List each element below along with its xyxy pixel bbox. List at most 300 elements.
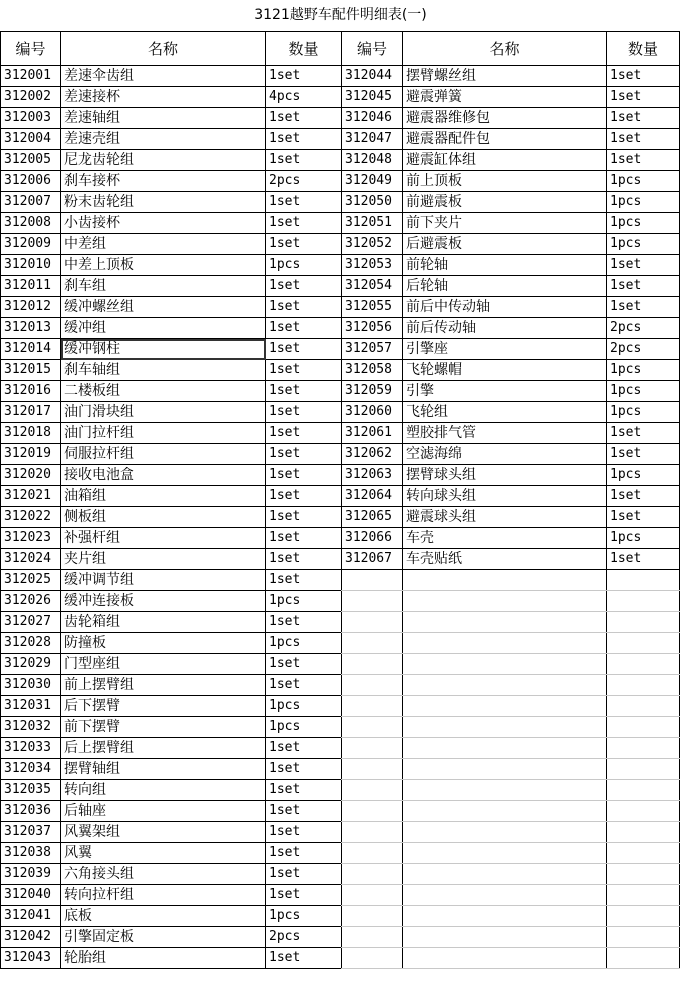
part-code-cell[interactable]: 312048 [342, 150, 403, 171]
part-qty-cell[interactable]: 1set [266, 402, 342, 423]
part-qty-cell[interactable]: 1set [607, 486, 680, 507]
part-name-cell[interactable]: 空滤海绵 [403, 444, 607, 465]
part-code-cell[interactable]: 312020 [1, 465, 61, 486]
part-qty-cell[interactable] [607, 843, 680, 864]
part-code-cell[interactable]: 312065 [342, 507, 403, 528]
part-name-cell[interactable]: 差速壳组 [61, 129, 266, 150]
part-name-cell[interactable]: 缓冲螺丝组 [61, 297, 266, 318]
part-qty-cell[interactable]: 1pcs [607, 192, 680, 213]
part-qty-cell[interactable]: 1set [607, 276, 680, 297]
header-qty[interactable]: 数量 [607, 32, 680, 66]
part-code-cell[interactable]: 312019 [1, 444, 61, 465]
part-code-cell[interactable]: 312015 [1, 360, 61, 381]
part-name-cell[interactable]: 飞轮组 [403, 402, 607, 423]
part-qty-cell[interactable]: 1set [607, 129, 680, 150]
part-code-cell[interactable]: 312064 [342, 486, 403, 507]
part-qty-cell[interactable]: 1set [266, 759, 342, 780]
part-name-cell[interactable]: 风翼架组 [61, 822, 266, 843]
part-qty-cell[interactable]: 1set [266, 612, 342, 633]
part-name-cell[interactable]: 车壳 [403, 528, 607, 549]
part-qty-cell[interactable]: 1pcs [266, 696, 342, 717]
part-name-cell[interactable]: 摆臂轴组 [61, 759, 266, 780]
part-qty-cell[interactable]: 1set [266, 360, 342, 381]
part-code-cell[interactable]: 312055 [342, 297, 403, 318]
table-row [1, 381, 342, 402]
table-row [342, 465, 680, 486]
empty-row [342, 591, 680, 612]
part-code-cell[interactable]: 312038 [1, 843, 61, 864]
part-qty-cell[interactable]: 1set [607, 150, 680, 171]
part-code-cell[interactable]: 312013 [1, 318, 61, 339]
part-name-cell[interactable] [403, 843, 607, 864]
part-qty-cell[interactable]: 1set [607, 87, 680, 108]
part-qty-cell[interactable]: 1set [607, 297, 680, 318]
part-name-cell[interactable]: 风翼 [61, 843, 266, 864]
part-name-cell[interactable] [403, 612, 607, 633]
part-qty-cell[interactable] [607, 570, 680, 591]
part-name-cell[interactable]: 底板 [61, 906, 266, 927]
part-code-cell[interactable]: 312045 [342, 87, 403, 108]
part-qty-cell[interactable]: 1pcs [266, 255, 342, 276]
part-code-cell[interactable]: 312025 [1, 570, 61, 591]
part-qty-cell[interactable] [607, 696, 680, 717]
part-code-cell[interactable]: 312056 [342, 318, 403, 339]
part-code-cell[interactable] [342, 906, 403, 927]
part-name-cell[interactable] [403, 927, 607, 948]
header-row [1, 32, 342, 66]
part-qty-cell[interactable]: 1set [607, 549, 680, 570]
part-qty-cell[interactable]: 1pcs [266, 591, 342, 612]
part-qty-cell[interactable]: 1set [266, 822, 342, 843]
part-code-cell[interactable] [342, 843, 403, 864]
header-code[interactable]: 编号 [342, 32, 403, 66]
table-row [342, 87, 680, 108]
part-code-cell[interactable]: 312049 [342, 171, 403, 192]
part-name-cell[interactable]: 伺服拉杆组 [61, 444, 266, 465]
part-name-cell[interactable] [403, 696, 607, 717]
part-code-cell[interactable]: 312063 [342, 465, 403, 486]
empty-row [342, 654, 680, 675]
part-code-cell[interactable] [342, 885, 403, 906]
part-code-cell[interactable]: 312009 [1, 234, 61, 255]
part-qty-cell[interactable]: 1set [266, 486, 342, 507]
part-code-cell[interactable] [342, 654, 403, 675]
part-name-cell[interactable]: 缓冲连接板 [61, 591, 266, 612]
part-qty-cell[interactable]: 1pcs [266, 717, 342, 738]
part-qty-cell[interactable]: 1pcs [607, 402, 680, 423]
part-code-cell[interactable]: 312004 [1, 129, 61, 150]
part-code-cell[interactable]: 312061 [342, 423, 403, 444]
part-code-cell[interactable] [342, 801, 403, 822]
part-qty-cell[interactable] [607, 759, 680, 780]
part-name-cell[interactable] [403, 822, 607, 843]
part-name-cell[interactable]: 前上顶板 [403, 171, 607, 192]
part-code-cell[interactable]: 312006 [1, 171, 61, 192]
part-code-cell[interactable]: 312030 [1, 675, 61, 696]
part-qty-cell[interactable]: 1set [607, 423, 680, 444]
table-row [1, 87, 342, 108]
part-name-cell[interactable]: 缓冲组 [61, 318, 266, 339]
part-qty-cell[interactable]: 1set [266, 276, 342, 297]
table-row [1, 885, 342, 906]
part-code-cell[interactable]: 312022 [1, 507, 61, 528]
part-name-cell[interactable]: 前后中传动轴 [403, 297, 607, 318]
part-qty-cell[interactable] [607, 948, 680, 969]
part-code-cell[interactable]: 312036 [1, 801, 61, 822]
part-qty-cell[interactable]: 1set [266, 66, 342, 87]
part-code-cell[interactable] [342, 591, 403, 612]
part-name-cell[interactable]: 飞轮螺帽 [403, 360, 607, 381]
part-qty-cell[interactable]: 1pcs [607, 360, 680, 381]
table-row [1, 402, 342, 423]
part-name-cell[interactable] [403, 675, 607, 696]
part-qty-cell[interactable] [607, 591, 680, 612]
part-code-cell[interactable]: 312008 [1, 213, 61, 234]
table-row [1, 108, 342, 129]
part-qty-cell[interactable]: 1set [266, 654, 342, 675]
part-qty-cell[interactable] [607, 612, 680, 633]
part-qty-cell[interactable]: 1set [266, 444, 342, 465]
part-name-cell[interactable]: 转向球头组 [403, 486, 607, 507]
table-row [1, 297, 342, 318]
part-name-cell[interactable]: 车壳贴纸 [403, 549, 607, 570]
part-name-cell[interactable]: 引擎 [403, 381, 607, 402]
part-name-cell[interactable]: 前避震板 [403, 192, 607, 213]
part-code-cell[interactable]: 312050 [342, 192, 403, 213]
part-name-cell[interactable] [403, 780, 607, 801]
part-code-cell[interactable] [342, 759, 403, 780]
part-qty-cell[interactable]: 1set [266, 318, 342, 339]
part-qty-cell[interactable]: 1set [266, 507, 342, 528]
part-code-cell[interactable]: 312001 [1, 66, 61, 87]
table-row [342, 507, 680, 528]
part-qty-cell[interactable]: 1set [266, 675, 342, 696]
part-qty-cell[interactable] [607, 906, 680, 927]
part-name-cell[interactable]: 侧板组 [61, 507, 266, 528]
part-name-cell[interactable]: 缓冲调节组 [61, 570, 266, 591]
table-row [1, 150, 342, 171]
part-qty-cell[interactable]: 1pcs [607, 213, 680, 234]
part-qty-cell[interactable]: 1set [266, 528, 342, 549]
table-row [1, 192, 342, 213]
part-code-cell[interactable]: 312028 [1, 633, 61, 654]
header-qty[interactable]: 数量 [266, 32, 342, 66]
part-code-cell[interactable]: 312066 [342, 528, 403, 549]
part-name-cell[interactable] [403, 591, 607, 612]
part-qty-cell[interactable] [607, 675, 680, 696]
part-name-cell[interactable] [403, 906, 607, 927]
part-code-cell[interactable] [342, 780, 403, 801]
part-name-cell[interactable]: 油门滑块组 [61, 402, 266, 423]
part-name-cell[interactable] [403, 633, 607, 654]
part-name-cell[interactable]: 油门拉杆组 [61, 423, 266, 444]
part-code-cell[interactable]: 312058 [342, 360, 403, 381]
part-code-cell[interactable]: 312052 [342, 234, 403, 255]
table-row [1, 507, 342, 528]
part-name-cell[interactable]: 摆臂螺丝组 [403, 66, 607, 87]
part-qty-cell[interactable]: 1set [266, 738, 342, 759]
part-qty-cell[interactable]: 1pcs [607, 465, 680, 486]
part-code-cell[interactable]: 312044 [342, 66, 403, 87]
part-code-cell[interactable]: 312017 [1, 402, 61, 423]
part-name-cell[interactable]: 后下摆臂 [61, 696, 266, 717]
part-name-cell[interactable]: 粉末齿轮组 [61, 192, 266, 213]
part-code-cell[interactable]: 312002 [1, 87, 61, 108]
part-code-cell[interactable]: 312024 [1, 549, 61, 570]
part-qty-cell[interactable] [607, 822, 680, 843]
part-name-cell[interactable]: 门型座组 [61, 654, 266, 675]
part-code-cell[interactable]: 312018 [1, 423, 61, 444]
part-code-cell[interactable]: 312031 [1, 696, 61, 717]
table-row [342, 192, 680, 213]
part-qty-cell[interactable]: 1pcs [607, 171, 680, 192]
part-code-cell[interactable] [342, 696, 403, 717]
table-row [1, 528, 342, 549]
table-row [342, 549, 680, 570]
header-name[interactable]: 名称 [61, 32, 266, 66]
part-code-cell[interactable]: 312054 [342, 276, 403, 297]
part-name-cell[interactable]: 摆臂球头组 [403, 465, 607, 486]
part-code-cell[interactable]: 312057 [342, 339, 403, 360]
table-row [1, 654, 342, 675]
part-name-cell[interactable]: 避震球头组 [403, 507, 607, 528]
part-code-cell[interactable]: 312014 [1, 339, 61, 360]
part-name-cell[interactable]: 小齿接杯 [61, 213, 266, 234]
table-row [342, 108, 680, 129]
part-name-cell[interactable]: 中差组 [61, 234, 266, 255]
part-name-cell[interactable]: 避震缸体组 [403, 150, 607, 171]
part-code-cell[interactable]: 312041 [1, 906, 61, 927]
empty-row [342, 885, 680, 906]
part-code-cell[interactable]: 312046 [342, 108, 403, 129]
part-qty-cell[interactable] [607, 654, 680, 675]
empty-row [342, 570, 680, 591]
part-code-cell[interactable]: 312051 [342, 213, 403, 234]
part-code-cell[interactable] [342, 717, 403, 738]
part-code-cell[interactable]: 312037 [1, 822, 61, 843]
part-code-cell[interactable]: 312034 [1, 759, 61, 780]
empty-row [342, 759, 680, 780]
part-name-cell[interactable]: 后轴座 [61, 801, 266, 822]
part-qty-cell[interactable]: 2pcs [607, 339, 680, 360]
part-qty-cell[interactable]: 1set [266, 108, 342, 129]
part-qty-cell[interactable]: 1pcs [607, 381, 680, 402]
part-qty-cell[interactable] [607, 927, 680, 948]
part-code-cell[interactable]: 312032 [1, 717, 61, 738]
part-name-cell[interactable]: 前下夹片 [403, 213, 607, 234]
part-code-cell[interactable] [342, 927, 403, 948]
part-name-cell[interactable] [403, 864, 607, 885]
part-qty-cell[interactable]: 1set [266, 948, 342, 969]
part-name-cell[interactable]: 后上摆臂组 [61, 738, 266, 759]
part-code-cell[interactable] [342, 612, 403, 633]
part-qty-cell[interactable]: 1set [607, 507, 680, 528]
part-qty-cell[interactable]: 1set [266, 423, 342, 444]
part-qty-cell[interactable]: 1set [266, 339, 342, 360]
part-name-cell[interactable]: 中差上顶板 [61, 255, 266, 276]
part-qty-cell[interactable]: 1set [266, 150, 342, 171]
part-name-cell[interactable]: 转向组 [61, 780, 266, 801]
part-code-cell[interactable]: 312040 [1, 885, 61, 906]
part-qty-cell[interactable]: 4pcs [266, 87, 342, 108]
table-row [1, 549, 342, 570]
empty-row [342, 843, 680, 864]
table-row [1, 486, 342, 507]
part-code-cell[interactable]: 312060 [342, 402, 403, 423]
part-qty-cell[interactable]: 1set [266, 129, 342, 150]
part-qty-cell[interactable]: 2pcs [266, 171, 342, 192]
part-qty-cell[interactable] [607, 864, 680, 885]
table-row [1, 801, 342, 822]
part-qty-cell[interactable]: 1set [266, 213, 342, 234]
table-row [1, 738, 342, 759]
part-qty-cell[interactable]: 1set [266, 549, 342, 570]
part-code-cell[interactable]: 312043 [1, 948, 61, 969]
part-code-cell[interactable]: 312026 [1, 591, 61, 612]
part-name-cell[interactable]: 引擎固定板 [61, 927, 266, 948]
part-name-cell[interactable]: 避震器维修包 [403, 108, 607, 129]
part-name-cell[interactable] [403, 570, 607, 591]
part-name-cell[interactable]: 差速接杯 [61, 87, 266, 108]
part-qty-cell[interactable]: 1set [266, 234, 342, 255]
part-code-cell[interactable]: 312011 [1, 276, 61, 297]
part-name-cell[interactable]: 齿轮箱组 [61, 612, 266, 633]
part-name-cell[interactable]: 前下摆臂 [61, 717, 266, 738]
part-code-cell[interactable]: 312029 [1, 654, 61, 675]
part-name-cell[interactable]: 刹车接杯 [61, 171, 266, 192]
part-qty-cell[interactable]: 1pcs [607, 234, 680, 255]
part-qty-cell[interactable]: 1set [266, 885, 342, 906]
part-code-cell[interactable]: 312003 [1, 108, 61, 129]
part-name-cell[interactable]: 防撞板 [61, 633, 266, 654]
part-code-cell[interactable]: 312005 [1, 150, 61, 171]
part-name-cell[interactable]: 引擎座 [403, 339, 607, 360]
part-name-cell[interactable]: 避震器配件包 [403, 129, 607, 150]
part-code-cell[interactable]: 312007 [1, 192, 61, 213]
part-name-cell[interactable]: 油箱组 [61, 486, 266, 507]
part-qty-cell[interactable]: 1set [266, 780, 342, 801]
part-qty-cell[interactable]: 1set [607, 255, 680, 276]
part-code-cell[interactable]: 312021 [1, 486, 61, 507]
part-name-cell[interactable]: 轮胎组 [61, 948, 266, 969]
part-code-cell[interactable]: 312010 [1, 255, 61, 276]
table-row [1, 318, 342, 339]
part-qty-cell[interactable]: 1set [266, 297, 342, 318]
part-name-cell[interactable]: 刹车轴组 [61, 360, 266, 381]
part-name-cell[interactable]: 夹片组 [61, 549, 266, 570]
part-name-cell[interactable]: 差速伞齿组 [61, 66, 266, 87]
part-qty-cell[interactable]: 2pcs [266, 927, 342, 948]
part-name-cell[interactable] [403, 801, 607, 822]
part-name-cell[interactable]: 转向拉杆组 [61, 885, 266, 906]
part-code-cell[interactable]: 312033 [1, 738, 61, 759]
part-name-cell[interactable] [403, 885, 607, 906]
part-qty-cell[interactable] [607, 780, 680, 801]
part-code-cell[interactable]: 312059 [342, 381, 403, 402]
part-qty-cell[interactable]: 1set [266, 864, 342, 885]
part-code-cell[interactable]: 312053 [342, 255, 403, 276]
part-qty-cell[interactable] [607, 801, 680, 822]
part-code-cell[interactable]: 312042 [1, 927, 61, 948]
part-qty-cell[interactable] [607, 633, 680, 654]
part-name-cell[interactable]: 刹车组 [61, 276, 266, 297]
part-qty-cell[interactable]: 1set [266, 192, 342, 213]
part-code-cell[interactable]: 312016 [1, 381, 61, 402]
empty-row [342, 717, 680, 738]
part-name-cell[interactable] [403, 654, 607, 675]
part-qty-cell[interactable]: 1set [607, 444, 680, 465]
part-qty-cell[interactable]: 1set [266, 801, 342, 822]
selected-cell[interactable]: 缓冲钢柱 [61, 339, 266, 360]
part-name-cell[interactable] [403, 759, 607, 780]
part-name-cell[interactable] [403, 948, 607, 969]
part-qty-cell[interactable]: 2pcs [607, 318, 680, 339]
part-code-cell[interactable] [342, 948, 403, 969]
table-row [342, 402, 680, 423]
empty-row [342, 906, 680, 927]
part-qty-cell[interactable]: 1set [266, 570, 342, 591]
part-name-cell[interactable] [403, 717, 607, 738]
part-qty-cell[interactable]: 1set [266, 381, 342, 402]
empty-row [342, 780, 680, 801]
part-name-cell[interactable]: 避震弹簧 [403, 87, 607, 108]
part-qty-cell[interactable] [607, 885, 680, 906]
part-name-cell[interactable]: 前后传动轴 [403, 318, 607, 339]
part-code-cell[interactable] [342, 633, 403, 654]
part-qty-cell[interactable] [607, 717, 680, 738]
part-name-cell[interactable]: 前上摆臂组 [61, 675, 266, 696]
part-qty-cell[interactable]: 1set [266, 843, 342, 864]
part-code-cell[interactable]: 312023 [1, 528, 61, 549]
part-code-cell[interactable]: 312047 [342, 129, 403, 150]
part-qty-cell[interactable]: 1set [266, 465, 342, 486]
part-code-cell[interactable] [342, 822, 403, 843]
part-name-cell[interactable]: 二楼板组 [61, 381, 266, 402]
table-row [342, 171, 680, 192]
part-code-cell[interactable]: 312039 [1, 864, 61, 885]
part-name-cell[interactable]: 塑胶排气管 [403, 423, 607, 444]
part-code-cell[interactable]: 312067 [342, 549, 403, 570]
part-code-cell[interactable]: 312035 [1, 780, 61, 801]
part-qty-cell[interactable]: 1pcs [266, 633, 342, 654]
part-qty-cell[interactable]: 1pcs [266, 906, 342, 927]
header-name[interactable]: 名称 [403, 32, 607, 66]
part-code-cell[interactable] [342, 738, 403, 759]
part-qty-cell[interactable] [607, 738, 680, 759]
part-code-cell[interactable] [342, 864, 403, 885]
table-row [1, 948, 342, 969]
part-qty-cell[interactable]: 1set [607, 66, 680, 87]
part-name-cell[interactable]: 后轮轴 [403, 276, 607, 297]
part-name-cell[interactable]: 差速轴组 [61, 108, 266, 129]
table-row [342, 297, 680, 318]
part-name-cell[interactable]: 六角接头组 [61, 864, 266, 885]
part-name-cell[interactable] [403, 738, 607, 759]
part-name-cell[interactable]: 后避震板 [403, 234, 607, 255]
part-qty-cell[interactable]: 1pcs [607, 528, 680, 549]
part-qty-cell[interactable]: 1set [607, 108, 680, 129]
part-code-cell[interactable]: 312012 [1, 297, 61, 318]
part-name-cell[interactable]: 补强杆组 [61, 528, 266, 549]
part-code-cell[interactable] [342, 675, 403, 696]
part-code-cell[interactable]: 312027 [1, 612, 61, 633]
header-code[interactable]: 编号 [1, 32, 61, 66]
part-code-cell[interactable]: 312062 [342, 444, 403, 465]
part-code-cell[interactable] [342, 570, 403, 591]
part-name-cell[interactable]: 前轮轴 [403, 255, 607, 276]
part-name-cell[interactable]: 尼龙齿轮组 [61, 150, 266, 171]
part-name-cell[interactable]: 接收电池盒 [61, 465, 266, 486]
